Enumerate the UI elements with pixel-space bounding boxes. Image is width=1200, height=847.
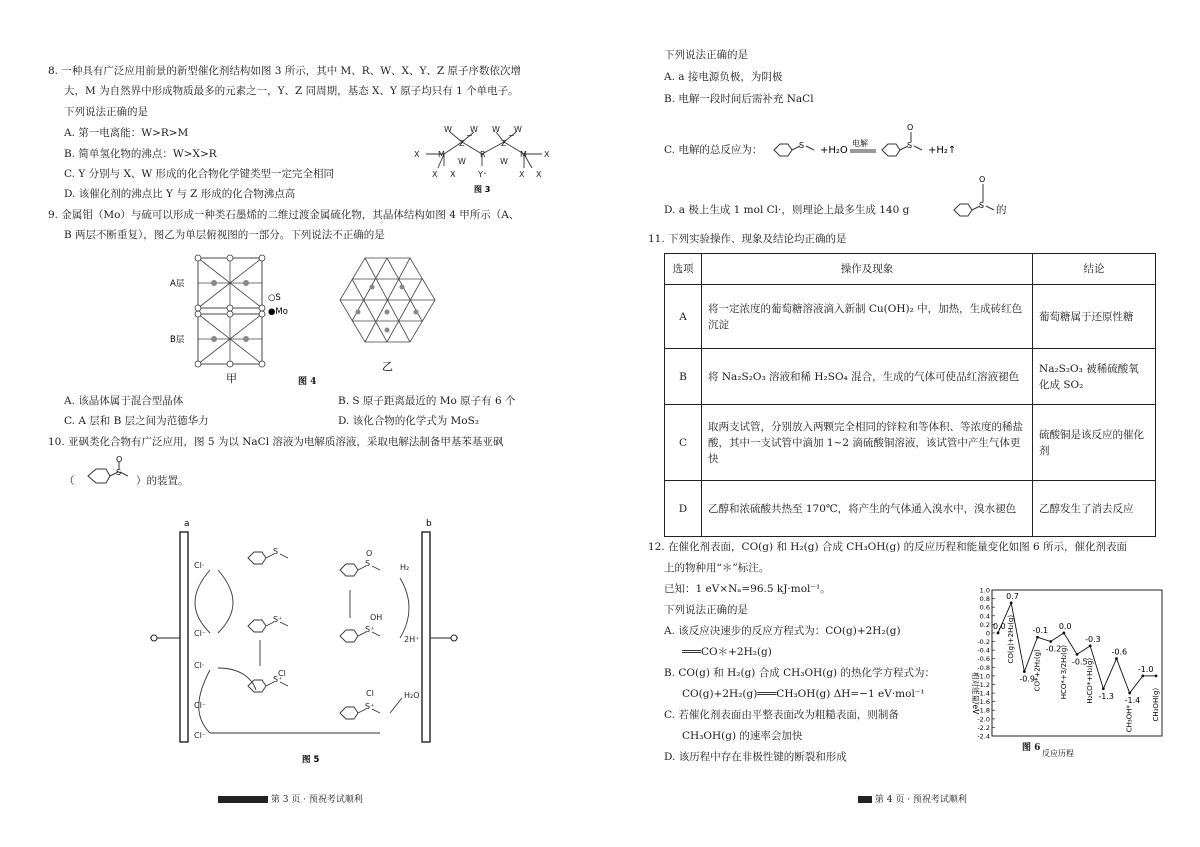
electrode-a	[180, 532, 188, 742]
q12-option-b-line1: B. CO(g) 和 H₂(g) 合成 CH₃OH(g) 的热化学方程式为：	[664, 667, 935, 679]
q8-prompt: 下列说法正确的是	[64, 106, 148, 118]
svg-text:X: X	[519, 170, 525, 179]
svg-text:O: O	[907, 123, 914, 132]
svg-text:W: W	[444, 125, 452, 134]
svg-text:Z: Z	[459, 139, 465, 148]
q10-option-b: B. 电解一段时间后需补充 NaCl	[664, 93, 814, 105]
data-label: -1.4	[1124, 696, 1141, 706]
q12-option-c-line2: CH₃OH(g) 的速率会加快	[682, 730, 803, 742]
layer-b-label: B层	[170, 335, 185, 345]
series-segment	[1103, 659, 1116, 689]
series-segment	[1130, 676, 1143, 693]
left-footer: 第 3 页 · 预祝考试顺利	[218, 793, 363, 807]
y-tick-label: 0.4	[979, 612, 990, 621]
figure-3-structure	[404, 124, 564, 196]
svg-text:W: W	[514, 125, 522, 134]
q10-option-d-post: 的	[996, 204, 1007, 216]
y-tick-label: -1.6	[977, 698, 990, 707]
data-label: -0.3	[1085, 634, 1101, 644]
data-label: -1.3	[1098, 691, 1114, 701]
q11-header-conclusion: 结论	[1033, 254, 1156, 285]
svg-text:Cl⁻: Cl⁻	[194, 629, 207, 638]
electrode-b-label: b	[426, 519, 432, 529]
svg-text:M: M	[520, 150, 527, 159]
series-segment	[1117, 659, 1130, 693]
svg-text:−: −	[508, 131, 515, 140]
svg-text:Cl·: Cl·	[194, 661, 205, 670]
right-footer: 第 4 页 · 预祝考试顺利	[858, 793, 967, 807]
figure-4-crystal	[160, 250, 460, 390]
svg-text:+H₂O: +H₂O	[820, 145, 848, 156]
q12-option-c-line1: C. 若催化剂表面由平整表面改为粗糙表面，则制备	[664, 709, 899, 721]
svg-text:电解: 电解	[852, 139, 868, 148]
svg-text:W: W	[458, 157, 466, 166]
svg-text:S: S	[907, 141, 913, 150]
species-label: CH₃OH*	[1125, 705, 1134, 733]
q10-paren-open: （	[64, 475, 75, 487]
series-segment	[1077, 646, 1090, 655]
q10-stem-line1: 10. 亚砜类化合物有广泛应用，图 5 为以 NaCl 溶液为电解质溶液，采取电解法制备甲基苯基亚砜	[48, 436, 504, 448]
svg-text:Cl⁻: Cl⁻	[194, 731, 207, 740]
q9-option-b: B. S 原子距离最近的 Mo 原子有 6 个	[338, 395, 516, 407]
species-label: HCO*+3/2H₂(g)	[1059, 644, 1068, 700]
svg-text:+H₂↑: +H₂↑	[928, 145, 957, 156]
q11-stem: 11. 下列实验操作、现象及结论均正确的是	[648, 233, 847, 245]
footer-redaction	[218, 796, 268, 803]
q12-stem-line1: 12. 在催化剂表面，CO(g) 和 H₂(g) 合成 CH₃OH(g) 的反应历程和能量变化如图 6 所示，催化剂表面	[648, 541, 1127, 553]
svg-text:W: W	[470, 125, 478, 134]
y-tick-label: -1.0	[977, 672, 990, 681]
y-tick-label: -1.2	[977, 680, 990, 689]
svg-text:H₂O: H₂O	[404, 691, 420, 700]
species-label: CO*+2H₂(g)	[1033, 649, 1042, 692]
svg-text:X: X	[432, 170, 438, 179]
y-tick-label: -2.4	[977, 732, 990, 741]
q10-option-a: A. a 接电源负极，为阴极	[664, 71, 783, 83]
svg-text:Cl: Cl	[366, 689, 374, 698]
q10-option-c-equation	[770, 120, 1000, 166]
svg-text:OH: OH	[370, 613, 383, 622]
svg-text:S: S	[979, 201, 985, 210]
svg-text:2H⁺: 2H⁺	[404, 635, 420, 644]
svg-text:W: W	[492, 125, 500, 134]
svg-text:S: S	[799, 141, 805, 150]
q9-option-d: D. 该化合物的化学式为 MoS₂	[338, 415, 480, 427]
q8-option-c: C. Y 分别与 X、W 形成的化合物化学键类型一定完全相同	[64, 168, 335, 180]
y-tick-label: 1.0	[979, 586, 990, 595]
svg-text:X: X	[544, 150, 550, 159]
svg-text:S⁺: S⁺	[273, 675, 283, 684]
svg-text:O: O	[116, 456, 123, 464]
svg-text:R: R	[480, 150, 486, 159]
figure-5-caption: 图 5	[302, 755, 320, 765]
label-yi: 乙	[382, 360, 393, 373]
series-segment	[1038, 637, 1051, 641]
electrode-a-label: a	[184, 519, 190, 529]
svg-text:S: S	[273, 547, 279, 556]
q8-option-b: B. 简单氢化物的沸点：W>X>R	[64, 148, 217, 160]
y-tick-label: -0.8	[977, 663, 990, 672]
svg-text:X: X	[450, 170, 456, 179]
q8-option-a: A. 第一电离能：W>R>M	[64, 127, 189, 139]
q12-known: 已知：1 eV×Nₐ=96.5 kJ·mol⁻¹。	[664, 583, 831, 595]
y-tick-label: -1.8	[977, 706, 990, 715]
svg-text:S: S	[116, 468, 122, 477]
q9-option-a: A. 该晶体属于混合型晶体	[64, 395, 184, 407]
series-segment	[1051, 633, 1064, 642]
y-tick-label: 0.2	[979, 620, 990, 629]
y-tick-label: 0.8	[979, 595, 990, 604]
svg-text:M: M	[438, 150, 445, 159]
q8-stem-line1: 8. 一种具有广泛应用前景的新型催化剂结构如图 3 所示，其中 M、R、W、X、Y、Z 原子序数依次增	[48, 65, 522, 77]
species-label: CH₃OH(g)	[1152, 687, 1160, 722]
q12-option-b-line2: CO(g)+2H₂(g)═══CH₃OH(g) ΔH=−1 eV·mol⁻¹	[682, 688, 925, 700]
data-label: -0.5	[1072, 657, 1088, 667]
q9-stem-line1: 9. 金属钼（Mo）与硫可以形成一种类石墨烯的二维过渡金属硫化物，其晶体结构如图 4 甲所示（A、	[48, 209, 520, 221]
q10-prompt: 下列说法正确的是	[664, 49, 748, 61]
y-tick-label: -2.2	[977, 723, 990, 732]
svg-text:X: X	[414, 150, 420, 159]
y-tick-label: -1.4	[977, 689, 990, 698]
data-label: 0.0	[1058, 621, 1072, 631]
table-row: D 乙醇和浓硫酸共热至 170℃，将产生的气体通入溴水中，溴水褪色 乙醇发生了消去反应	[665, 481, 1156, 537]
figure-6-caption: 图 6	[1022, 743, 1041, 753]
q12-stem-line2: 上的物种用“＊”标注。	[664, 562, 770, 574]
data-point	[1155, 674, 1158, 677]
q11-table	[664, 253, 1156, 537]
figure-5-electrolysis	[150, 518, 460, 768]
svg-text:Cl·: Cl·	[194, 561, 205, 570]
y-tick-label: 0	[985, 629, 990, 638]
svg-text:−: −	[466, 131, 473, 140]
legend-s: ○S	[268, 293, 281, 303]
svg-text:H₂: H₂	[400, 563, 410, 572]
svg-text:S⁺: S⁺	[365, 702, 375, 711]
svg-text:Y⁺: Y⁺	[478, 170, 488, 179]
svg-text:X: X	[536, 170, 542, 179]
q12-option-a-line2: ═══CO＊+2H₂(g)	[682, 646, 772, 658]
data-label: 0.7	[1006, 591, 1019, 601]
q10-stem-line2: ）的装置。	[136, 475, 189, 487]
table-row: B 将 Na₂S₂O₃ 溶液和稀 H₂SO₄ 混合，生成的气体可使品红溶液褪色 Na₂S₂O₃ 被稀硫酸氧化成 SO₂	[665, 349, 1156, 405]
q11-header-option: 选项	[665, 254, 702, 285]
crystal-structure-jia	[170, 255, 288, 385]
q12-prompt: 下列说法正确的是	[664, 604, 748, 616]
data-label: -0.6	[1111, 647, 1128, 657]
data-label: -0.2	[1045, 644, 1062, 654]
methyl-phenyl-sulfoxide-structure	[74, 456, 134, 496]
electrode-b	[422, 532, 430, 742]
svg-text:O: O	[366, 549, 373, 558]
species-label: CO(g)+2H₂(g)	[1007, 614, 1016, 664]
q10-option-d-sulfoxide	[950, 170, 1020, 222]
svg-text:S⁺: S⁺	[273, 615, 283, 624]
q9-option-c: C. A 层和 B 层之间为范德华力	[64, 415, 209, 427]
figure-3-caption: 图 3	[474, 185, 491, 194]
footer-page-mark	[858, 796, 872, 803]
svg-text:S: S	[365, 559, 371, 568]
data-label: -0.1	[1032, 626, 1049, 636]
y-tick-label: -2.0	[977, 715, 990, 724]
y-tick-label: -0.6	[977, 655, 990, 664]
q10-option-d: D. a 极上生成 1 mol Cl·，则理论上最多生成 140 g	[664, 204, 910, 216]
chart-y-axis-label: 相对能量/eV	[971, 672, 980, 715]
q11-header-row	[665, 254, 1156, 285]
data-label: -1.0	[1137, 664, 1154, 674]
data-label: -0.9	[1019, 674, 1035, 684]
svg-text:Z: Z	[501, 139, 507, 148]
svg-text:O: O	[979, 175, 986, 184]
table-row: C 取两支试管，分别放入两颗完全相同的锌粒和等体积、等浓度的稀盐酸，其中一支试管中滴加 1~2 滴硫酸铜溶液，该试管中产生气体更快 硫酸铜是该反应的催化剂	[665, 405, 1156, 481]
data-label: 0.0	[993, 621, 1006, 631]
y-tick-label: -0.4	[977, 646, 990, 655]
q8-option-d: D. 该催化剂的沸点比 Y 与 Z 形成的化合物沸点高	[64, 188, 296, 200]
table-row: A 将一定浓度的葡萄糖溶液滴入新制 Cu(OH)₂ 中，加热，生成砖红色沉淀 葡萄糖属于还原性糖	[665, 285, 1156, 349]
q8-stem-line2: 大，M 为自然界中形成物质最多的元素之一，Y、Z 同周期，基态 X、Y 原子均只有 1 个单电子。	[64, 85, 519, 97]
q10-option-c: C. 电解的总反应为：	[664, 144, 763, 156]
label-jia: 甲	[226, 372, 237, 385]
svg-text:Cl: Cl	[278, 669, 286, 678]
svg-text:S⁺: S⁺	[365, 625, 375, 634]
q9-stem-line2: B 两层不断重复），图乙为单层俯视图的一部分。下列说法不正确的是	[64, 229, 385, 241]
figure-6-energy-chart	[962, 584, 1170, 760]
svg-text:W: W	[500, 157, 508, 166]
q11-header-operation: 操作及现象	[702, 254, 1033, 285]
svg-text:Cl⁻: Cl⁻	[194, 701, 207, 710]
layer-a-label: A层	[170, 279, 185, 289]
legend-mo: ●Mo	[268, 307, 288, 317]
chart-x-axis-label: 反应历程	[1042, 749, 1074, 758]
q12-option-d: D. 该历程中存在非极性键的断裂和形成	[664, 751, 847, 763]
species-label: H₂CO*+H₂(g)	[1086, 657, 1095, 704]
figure-4-caption: 图 4	[298, 377, 317, 387]
y-tick-label: -0.2	[977, 638, 990, 647]
y-tick-label: 0.6	[979, 603, 990, 612]
q12-option-a-line1: A. 该反应决速步的反应方程式为：CO(g)+2H₂(g)	[664, 625, 901, 637]
